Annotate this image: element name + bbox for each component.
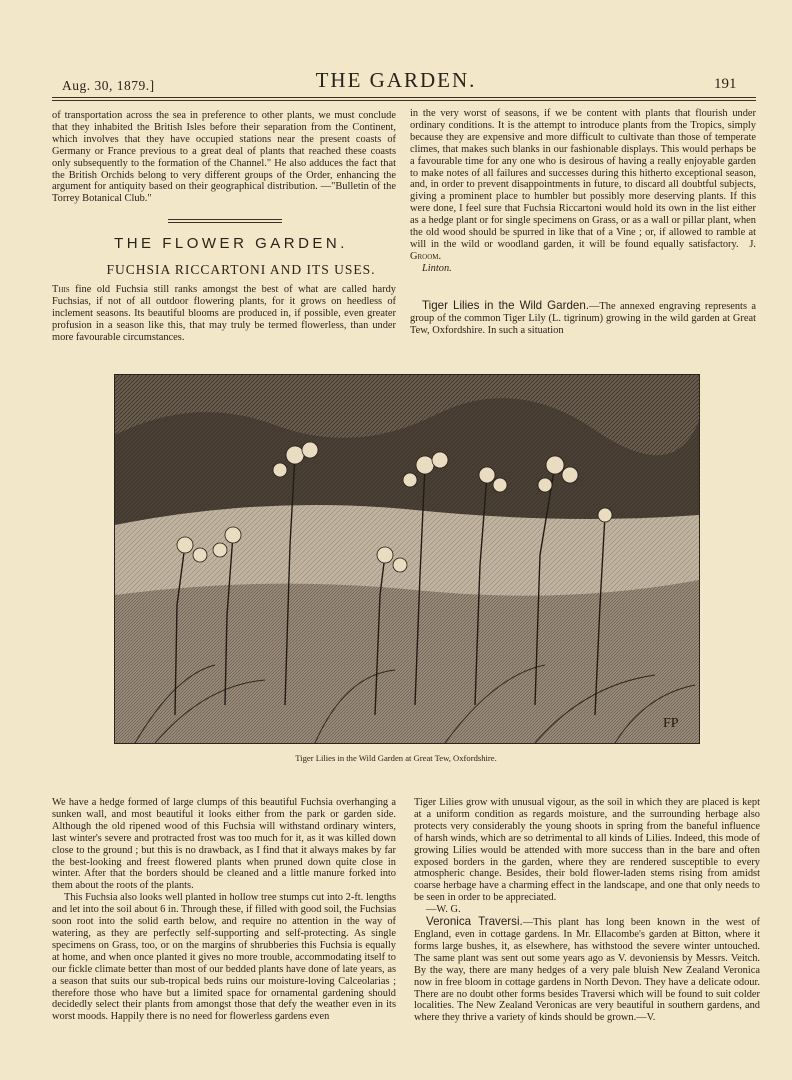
- author-place: Linton.: [422, 262, 452, 274]
- paragraph: This Fuchsia also looks well planted in hollow tree stumps cut into 2-ft. lengths and let into the soil about 6 in. Through these, if filled with good soil, the Fuchsias soon root into the solid earth below, and require no attention in the way of watering, as they are perfectly self-supporting and self-protecting. As single specimens on Grass, too, or on the margins of shrubberies this Fuchsia is equally at home, and when once planted it gives no more trouble, accommodating itself to our fickle climate better than most of our bedded plants have done of late years, as a season that suits our sub-tropical beds ruins our moisture-loving Calceolarias ; therefore those who have but a limited space for ornamental gardening should decidedly select their plants from amongst those that defy the weather even in its worst moods. Happily there is no need for flowerless gardens even: [52, 892, 396, 1023]
- section-divider: [168, 219, 282, 220]
- author-signature: —W. G.: [426, 904, 461, 916]
- article-title: Tiger Lilies in the Wild Garden.: [422, 299, 590, 312]
- masthead-title: THE GARDEN.: [315, 68, 477, 92]
- paragraph: in the very worst of seasons, if we be content with plants that flourish under ordinary conditions. It is the attempt to introduce plants from the Tropics, simply because they are expensive and more difficult to cultivate than those of temperate climes, that makes such blanks in our fashionable displays. This would perhaps be a favourable time for any one who is desirous of having a really enjoyable garden to make notes of all failures and successes during this hitherto exceptional season, and, in order to prevent disappointments in future, to discard all doubtful subjects, giving a prominent place to humbler but possibly more deserving plants. If this were done, I feel sure that Fuchsia Riccartoni would hold its own in the list either as a hedge plant or for single specimens on Grass, or as a wall or pillar plant, when the old wood should be spurred in like that of a Vine ; or, if allowed to ramble at will in the wild or woodland garden, it will be found equally satisfactory.: [410, 108, 756, 250]
- engraver-monogram: FP: [663, 716, 679, 731]
- article-title: Veronica Traversi.: [426, 915, 523, 929]
- article-continuation-orchids: [52, 110, 396, 205]
- page-number: 191: [714, 76, 737, 92]
- fuchsia-continuation: [410, 108, 756, 275]
- fuchsia-article-body: [52, 797, 396, 1023]
- header-rule: [52, 97, 756, 98]
- paragraph: We have a hedge formed of large clumps of this beautiful Fuchsia overhanging a sunken wall, and most beautiful it looks either from the park or garden side. Although the old ripened wood of this Fuchsia will withstand ordinary winters, last winter's severe and protracted frost was too much for it, as it was killed down close to the ground ; but this is no drawback, as I find that it always makes by far the best-looking and freest flowered plants when pruned down quite close in winter. After that the borders should be cleaned and a little manure forked into them about the roots of the plants.: [52, 797, 396, 892]
- issue-date: Aug. 30, 1879.]: [62, 78, 155, 93]
- paragraph: —The annexed engraving represents a group of the common Tiger Lily (L. tigrinum) growing in the wild garden at Great Tew, Oxfordshire. In such a situation: [410, 301, 756, 336]
- tiger-lilies-article: [410, 300, 756, 337]
- lead-word: This: [52, 284, 70, 295]
- paragraph: Tiger Lilies grow with unusual vigour, as the soil in which they are placed is kept at a uniform condition as regards moisture, and the surrounding herbage also protects very considerably the young shoots in spring from the baneful influence of harsh winds, which are so detrimental to all kinds of Lilies. Indeed, this mode of growing Lilies would be attended with more success than in the bare and often exposed borders in the garden, where they are rendered susceptible to every atmospheric change. Besides, their bold flower-laden stems rising from amidst coarse herbage have a charming effect in the landscape, and one that only needs to be seen in order to be appreciated.: [414, 797, 760, 904]
- paragraph: —This plant has long been known in the west of England, even in cottage gardens. In Mr. Ellacombe's garden at Bitton, where it forms large bushes, it, as elsewhere, has withstood the severe winter untouched. The same plant was sent out some years ago as V. devoniensis by Messrs. Veitch. By the way, there are many hedges of a very pale bluish New Zealand Veronica now in free bloom in cottage gardens in North Devon. They have a delicate odour. There are no doubt other forms besides Traversi which will be found to suit colder localities. The New Zealand Veronicas are very beautiful in southern gardens, and where they thrive a variety of kinds should be grown.—V.: [414, 917, 760, 1024]
- author-signature: J. Groom.: [410, 238, 756, 262]
- section-divider-thin: [168, 222, 282, 223]
- figure-caption: Tiger Lilies in the Wild Garden at Great Tew, Oxfordshire.: [295, 753, 497, 763]
- lilies-veronica-body: [414, 797, 760, 1024]
- paragraph: of transportation across the sea in preference to other plants, we must conclude that they inhabited the British Isles before their separation from the Continent, which involves that they have occupied stations near the present coasts of Germany or France previous to a great deal of plants that reached these coasts only subsequently to the formation of the Channel." He also adduces the fact that the British Orchids belong to very different groups of the Order, enhancing the argument for antiquity based on their geographical distribution. —"Bulletin of the Torrey Botanical Club.": [52, 110, 396, 205]
- header-rule-thin: [52, 100, 756, 101]
- fuchsia-intro: [52, 284, 396, 344]
- engraving-tiger-lilies: [114, 374, 700, 744]
- article-subheading: FUCHSIA RICCARTONI AND ITS USES.: [106, 262, 376, 277]
- section-heading: THE FLOWER GARDEN.: [114, 235, 348, 252]
- paragraph: fine old Fuchsia still ranks amongst the best of what are called hardy Fuchsias, if not of all outdoor flowering plants, for it grows on heedless of inclement seasons. Its beautiful blooms are produced in, if possible, even greater profusion in a season like this, that may truly be termed flowerless, than under more favourable circumstances.: [52, 284, 396, 343]
